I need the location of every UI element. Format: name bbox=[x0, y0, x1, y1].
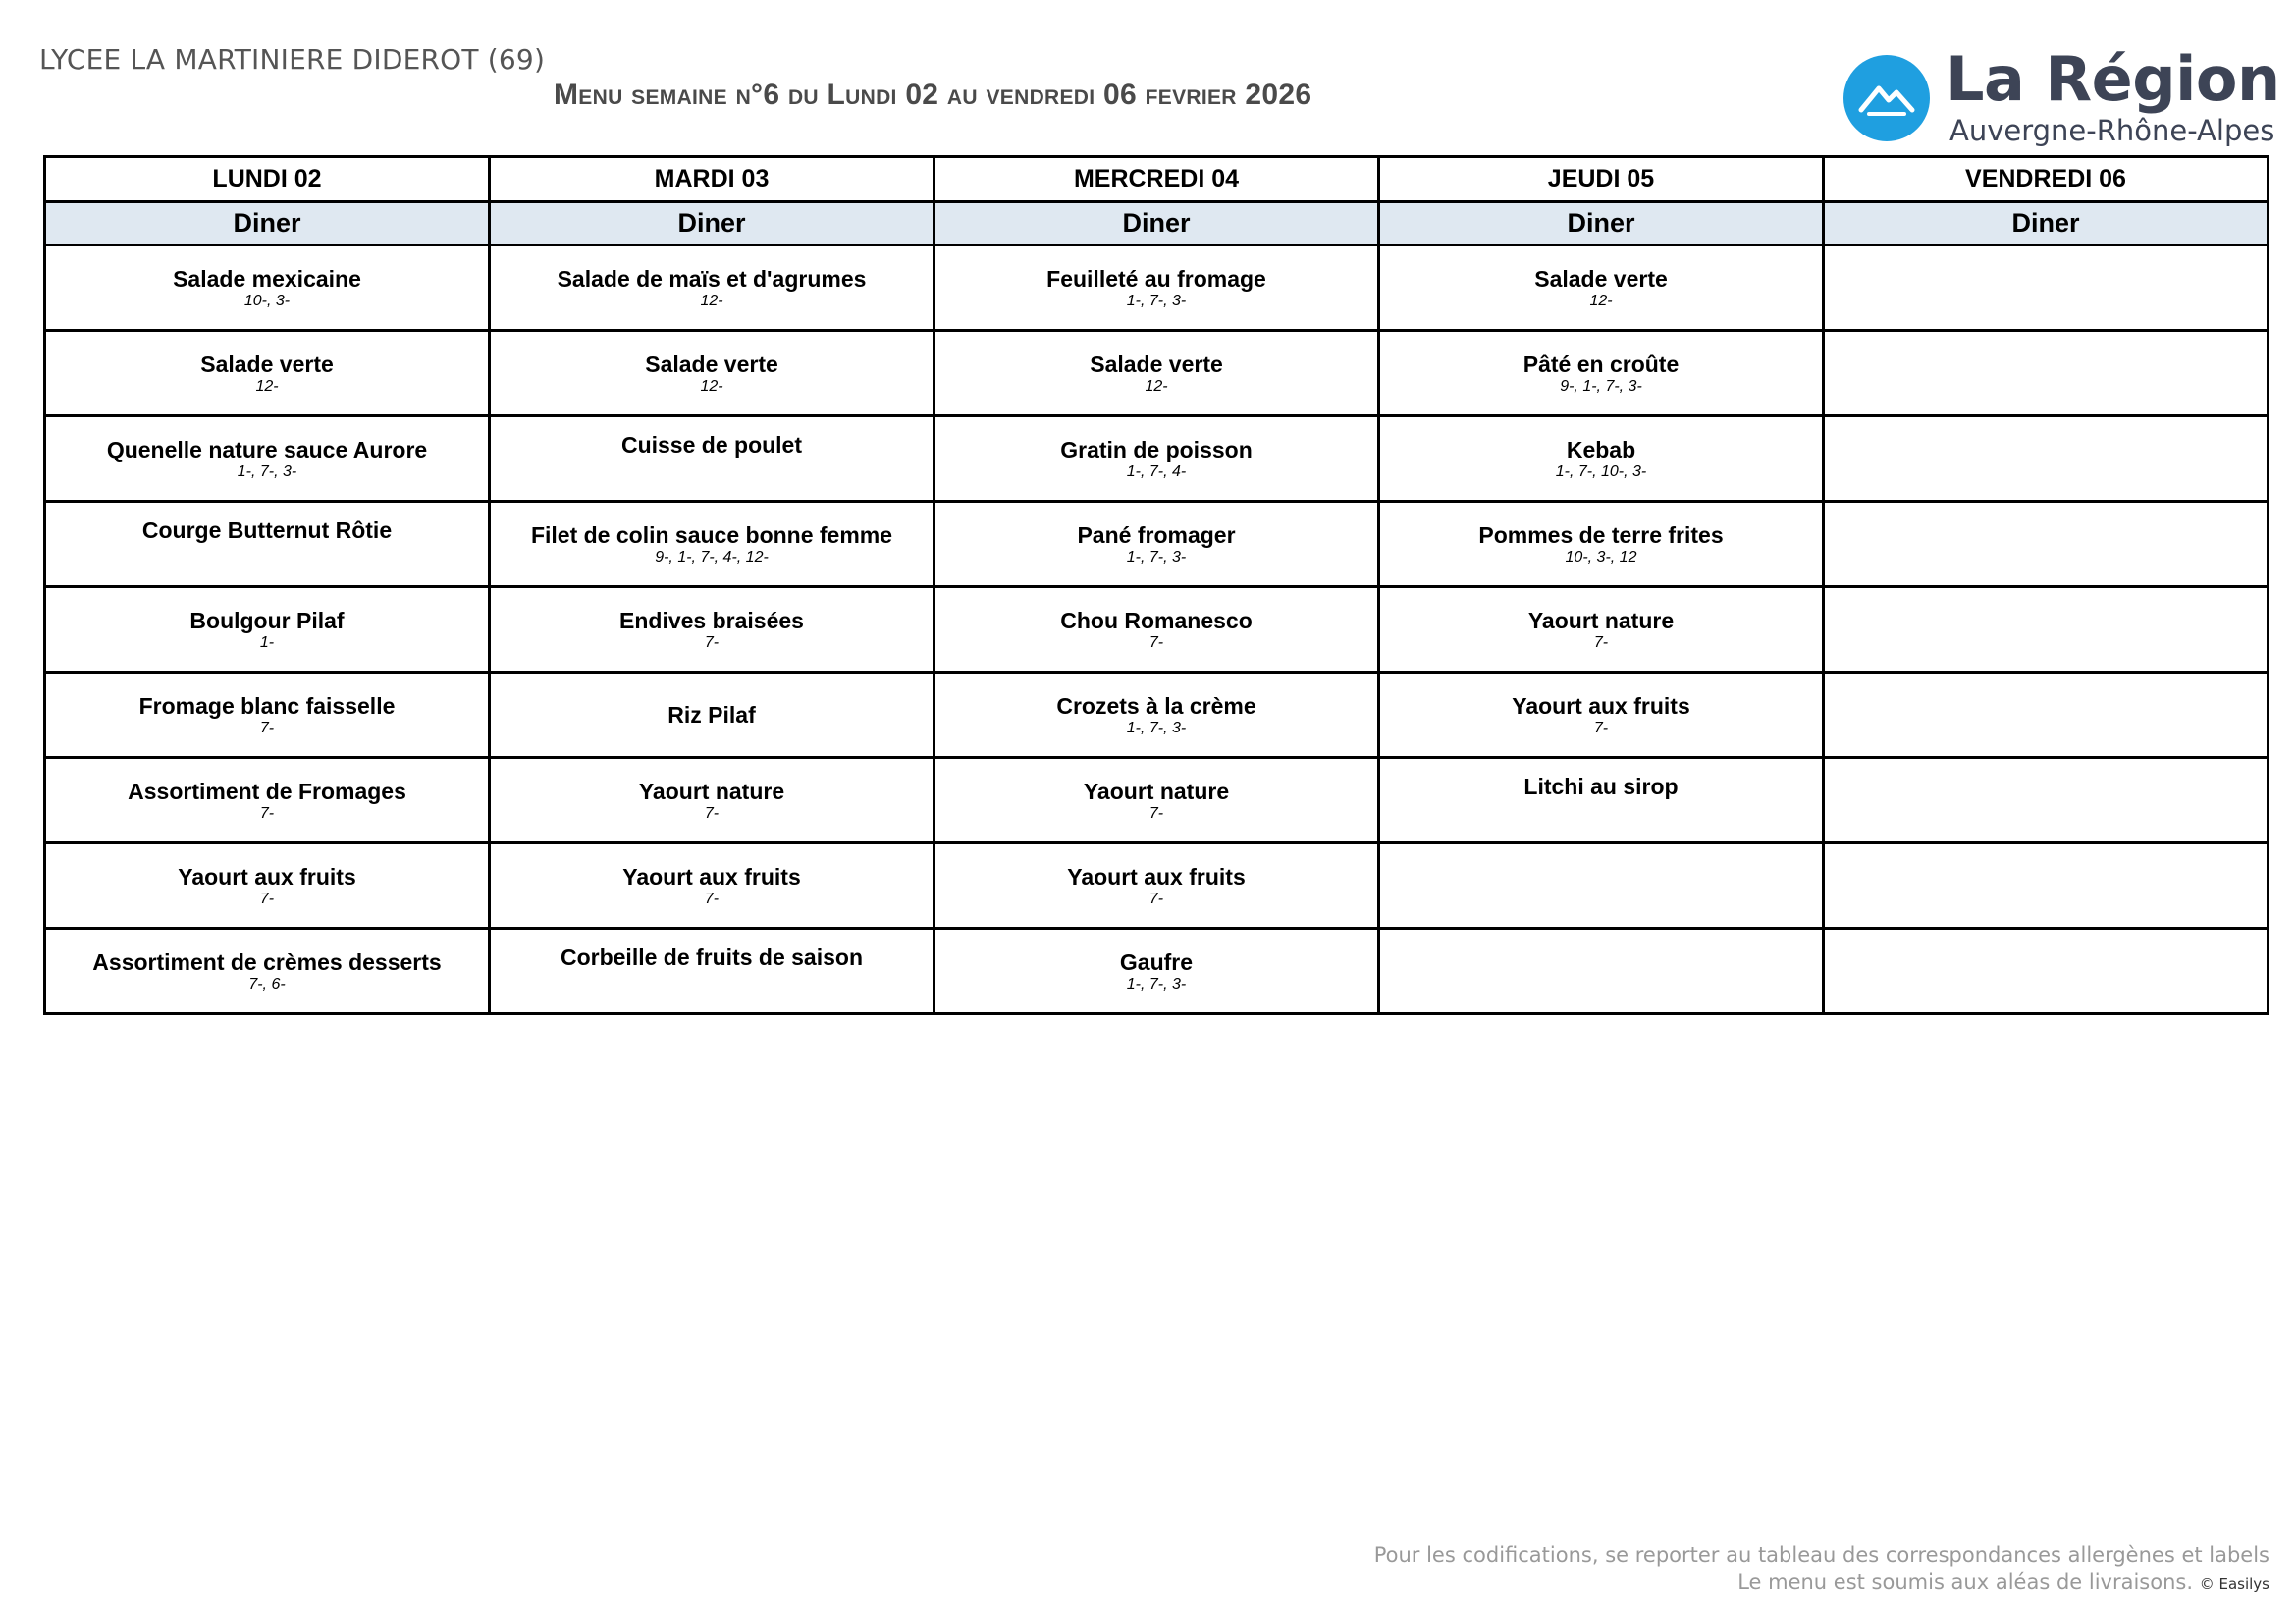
menu-cell bbox=[934, 843, 1379, 929]
dish-name: Endives braisées bbox=[619, 608, 804, 633]
menu-cell bbox=[1824, 587, 2269, 673]
allergen-codes: 1-, 7-, 4- bbox=[1126, 463, 1187, 480]
dish-name: Crozets à la crème bbox=[1056, 693, 1256, 719]
dish-name: Yaourt aux fruits bbox=[1067, 864, 1246, 890]
menu-row bbox=[45, 673, 2269, 758]
menu-cell bbox=[1824, 245, 2269, 331]
dish-name: Filet de colin sauce bonne femme bbox=[530, 522, 893, 548]
footer-codification-note: Pour les codifications, se reporter au tableau des correspondances allergènes et labels bbox=[1373, 1543, 2269, 1567]
dish-name: Pommes de terre frites bbox=[1478, 522, 1724, 548]
dish-name: Riz Pilaf bbox=[667, 702, 756, 728]
menu-cell bbox=[934, 416, 1379, 502]
menu-cell bbox=[490, 502, 934, 587]
allergen-codes: 7- bbox=[259, 891, 275, 907]
dish-name: Courge Butternut Rôtie bbox=[141, 517, 393, 543]
menu-row bbox=[45, 758, 2269, 843]
menu-cell bbox=[1824, 673, 2269, 758]
logo-subtitle: Auvergne-Rhône-Alpes bbox=[1949, 114, 2275, 147]
dish-name: Chou Romanesco bbox=[1060, 608, 1253, 633]
dish-name: Yaourt aux fruits bbox=[1512, 693, 1690, 719]
menu-cell bbox=[45, 587, 490, 673]
menu-table bbox=[43, 155, 2269, 1015]
allergen-codes: 12- bbox=[700, 293, 723, 309]
dish-name: Assortiment de crèmes desserts bbox=[92, 949, 442, 975]
menu-cell bbox=[1824, 843, 2269, 929]
dish-name: Salade verte bbox=[1090, 352, 1223, 377]
allergen-codes: 7- bbox=[259, 805, 275, 822]
allergen-codes: 1-, 7-, 3- bbox=[1126, 293, 1187, 309]
menu-cell bbox=[1379, 673, 1824, 758]
menu-cell bbox=[1824, 929, 2269, 1014]
dish-name: Litchi au sirop bbox=[1523, 774, 1679, 799]
menu-cell bbox=[1824, 758, 2269, 843]
day-header: MERCREDI 04 bbox=[934, 157, 1379, 202]
dish-name: Gratin de poisson bbox=[1060, 437, 1253, 462]
dish-name: Yaourt nature bbox=[1083, 779, 1230, 804]
menu-cell bbox=[1824, 416, 2269, 502]
menu-cell bbox=[934, 331, 1379, 416]
menu-row bbox=[45, 331, 2269, 416]
dish-name: Salade verte bbox=[200, 352, 334, 377]
menu-cell bbox=[934, 245, 1379, 331]
allergen-codes: 12- bbox=[1589, 293, 1613, 309]
dish-name: Salade verte bbox=[1534, 266, 1668, 292]
allergen-codes: 7- bbox=[1148, 805, 1164, 822]
dish-name: Corbeille de fruits de saison bbox=[560, 945, 864, 970]
menu-cell bbox=[45, 843, 490, 929]
dish-name: Salade de maïs et d'agrumes bbox=[557, 266, 867, 292]
meal-header: Diner bbox=[490, 202, 934, 245]
menu-cell bbox=[934, 502, 1379, 587]
allergen-codes: 1- bbox=[259, 634, 275, 651]
allergen-codes: 1-, 7-, 3- bbox=[1126, 976, 1187, 993]
meal-header: Diner bbox=[934, 202, 1379, 245]
logo-title: La Région bbox=[1946, 43, 2280, 115]
menu-cell bbox=[490, 416, 934, 502]
dish-name: Yaourt aux fruits bbox=[178, 864, 356, 890]
menu-title: Menu semaine n°6 du Lundi 02 au vendredi 06 fevrier 2026 bbox=[554, 79, 1312, 111]
dish-name: Pané fromager bbox=[1077, 522, 1236, 548]
mountain-logo-icon bbox=[1843, 55, 1930, 141]
allergen-codes: 1-, 7-, 3- bbox=[237, 463, 297, 480]
dish-name: Salade mexicaine bbox=[173, 266, 361, 292]
day-header: VENDREDI 06 bbox=[1824, 157, 2269, 202]
allergen-codes: 9-, 1-, 7-, 4-, 12- bbox=[655, 549, 769, 566]
menu-row bbox=[45, 416, 2269, 502]
menu-row bbox=[45, 587, 2269, 673]
allergen-codes: 12- bbox=[1145, 378, 1168, 395]
allergen-codes: 7- bbox=[1148, 634, 1164, 651]
menu-row bbox=[45, 843, 2269, 929]
dish-name: Yaourt nature bbox=[1527, 608, 1675, 633]
menu-cell bbox=[1824, 331, 2269, 416]
dish-name: Cuisse de poulet bbox=[620, 432, 803, 458]
allergen-codes: 7- bbox=[704, 634, 720, 651]
menu-cell bbox=[1379, 416, 1824, 502]
footer-delivery-text: Le menu est soumis aux aléas de livraisons. bbox=[1737, 1570, 2194, 1594]
menu-cell bbox=[490, 673, 934, 758]
menu-cell bbox=[45, 758, 490, 843]
menu-cell bbox=[45, 331, 490, 416]
meal-header: Diner bbox=[1379, 202, 1824, 245]
dish-name: Salade verte bbox=[645, 352, 778, 377]
menu-cell bbox=[934, 758, 1379, 843]
menu-cell bbox=[490, 929, 934, 1014]
day-header-row bbox=[45, 157, 2269, 202]
dish-name: Boulgour Pilaf bbox=[189, 608, 345, 633]
menu-cell bbox=[934, 929, 1379, 1014]
dish-name: Gaufre bbox=[1119, 949, 1194, 975]
dish-name: Yaourt nature bbox=[638, 779, 785, 804]
menu-cell bbox=[490, 758, 934, 843]
dish-name: Feuilleté au fromage bbox=[1046, 266, 1266, 292]
menu-cell bbox=[1379, 929, 1824, 1014]
day-header: LUNDI 02 bbox=[45, 157, 490, 202]
menu-cell bbox=[45, 673, 490, 758]
menu-cell bbox=[45, 416, 490, 502]
school-name: LYCEE LA MARTINIERE DIDEROT (69) bbox=[39, 43, 546, 76]
dish-name: Yaourt aux fruits bbox=[622, 864, 801, 890]
allergen-codes: 1-, 7-, 3- bbox=[1126, 549, 1187, 566]
dish-name: Pâté en croûte bbox=[1522, 352, 1680, 377]
menu-cell bbox=[1824, 502, 2269, 587]
allergen-codes: 9-, 1-, 7-, 3- bbox=[1560, 378, 1642, 395]
meal-header: Diner bbox=[45, 202, 490, 245]
footer-delivery-note bbox=[1737, 1570, 2269, 1594]
menu-cell bbox=[490, 587, 934, 673]
dish-name: Fromage blanc faisselle bbox=[138, 693, 396, 719]
dish-name: Quenelle nature sauce Aurore bbox=[106, 437, 428, 462]
menu-cell bbox=[1379, 758, 1824, 843]
allergen-codes: 7- bbox=[1593, 720, 1609, 736]
menu-row bbox=[45, 245, 2269, 331]
day-header: JEUDI 05 bbox=[1379, 157, 1824, 202]
menu-cell bbox=[490, 331, 934, 416]
allergen-codes: 7- bbox=[1593, 634, 1609, 651]
menu-cell bbox=[45, 245, 490, 331]
menu-cell bbox=[490, 843, 934, 929]
allergen-codes: 10-, 3-, 12 bbox=[1565, 549, 1637, 566]
menu-row bbox=[45, 929, 2269, 1014]
footer-copyright: © Easilys bbox=[2199, 1575, 2269, 1593]
allergen-codes: 7- bbox=[1148, 891, 1164, 907]
dish-name: Kebab bbox=[1566, 437, 1636, 462]
menu-cell bbox=[490, 245, 934, 331]
day-header: MARDI 03 bbox=[490, 157, 934, 202]
allergen-codes: 7- bbox=[259, 720, 275, 736]
allergen-codes: 1-, 7-, 3- bbox=[1126, 720, 1187, 736]
menu-cell bbox=[1379, 587, 1824, 673]
menu-cell bbox=[45, 929, 490, 1014]
meal-header-row bbox=[45, 202, 2269, 245]
dish-name: Assortiment de Fromages bbox=[128, 779, 406, 804]
menu-cell bbox=[1379, 843, 1824, 929]
allergen-codes: 12- bbox=[255, 378, 279, 395]
menu-row bbox=[45, 502, 2269, 587]
menu-cell bbox=[45, 502, 490, 587]
menu-cell bbox=[1379, 245, 1824, 331]
allergen-codes: 7-, 6- bbox=[248, 976, 286, 993]
allergen-codes: 1-, 7-, 10-, 3- bbox=[1555, 463, 1647, 480]
meal-header: Diner bbox=[1824, 202, 2269, 245]
region-logo bbox=[1843, 43, 2280, 155]
menu-cell bbox=[934, 673, 1379, 758]
allergen-codes: 12- bbox=[700, 378, 723, 395]
menu-cell bbox=[1379, 331, 1824, 416]
allergen-codes: 7- bbox=[704, 805, 720, 822]
allergen-codes: 10-, 3- bbox=[243, 293, 291, 309]
allergen-codes: 7- bbox=[704, 891, 720, 907]
menu-cell bbox=[934, 587, 1379, 673]
menu-cell bbox=[1379, 502, 1824, 587]
